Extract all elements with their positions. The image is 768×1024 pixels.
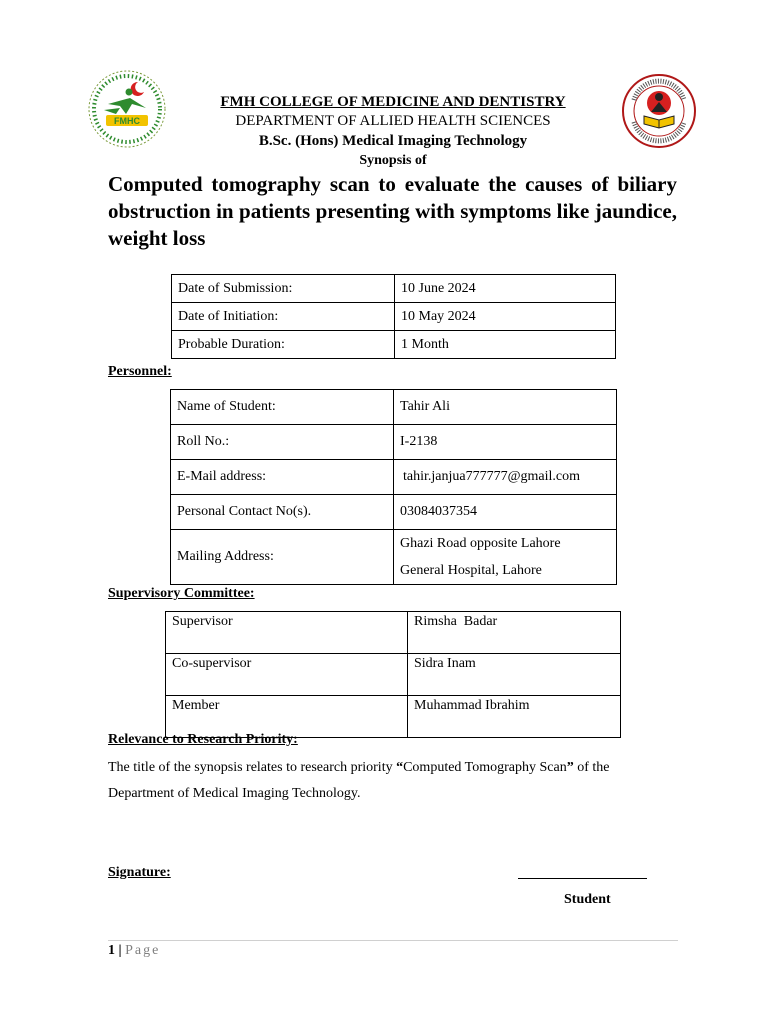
roll-no-label: Roll No.:: [171, 425, 394, 460]
submission-value: 10 June 2024: [395, 275, 616, 303]
initiation-value: 10 May 2024: [395, 303, 616, 331]
relevance-heading: Relevance to Research Priority:: [108, 732, 298, 747]
address-label: Mailing Address:: [171, 530, 394, 585]
signature-line: [518, 878, 647, 879]
dates-table: [171, 274, 616, 359]
table-row: [171, 390, 617, 425]
college-name: FMH COLLEGE OF MEDICINE AND DENTISTRY: [220, 94, 566, 110]
table-row: [171, 460, 617, 495]
table-row: [172, 303, 616, 331]
student-label: Student: [564, 892, 611, 907]
open-quote: “: [396, 760, 404, 775]
email-value: tahir.janjua777777@gmail.com: [394, 460, 617, 495]
contact-value: 03084037354: [394, 495, 617, 530]
table-row: [166, 654, 621, 696]
duration-label: Probable Duration:: [172, 331, 395, 359]
supervisor-label: Supervisor: [166, 612, 408, 654]
address-line-1: Ghazi Road opposite Lahore: [400, 536, 561, 551]
committee-table: [165, 611, 621, 738]
footer-divider: [108, 940, 678, 941]
cosupervisor-label: Co-supervisor: [166, 654, 408, 696]
table-row: [171, 530, 617, 585]
student-name-value: Tahir Ali: [394, 390, 617, 425]
member-value: Muhammad Ibrahim: [408, 696, 621, 738]
table-row: [166, 612, 621, 654]
contact-label: Personal Contact No(s).: [171, 495, 394, 530]
page-number: 1: [108, 943, 115, 958]
table-row: [172, 275, 616, 303]
table-row: [171, 425, 617, 460]
address-line-2: General Hospital, Lahore: [400, 563, 542, 578]
page-footer: [108, 943, 160, 959]
email-label: E-Mail address:: [171, 460, 394, 495]
duration-value: 1 Month: [395, 331, 616, 359]
page-word: Page: [125, 943, 161, 958]
signature-label: Signature:: [108, 865, 171, 880]
initiation-label: Date of Initiation:: [172, 303, 395, 331]
supervisor-value: Rimsha Badar: [408, 612, 621, 654]
relevance-text-before: The title of the synopsis relates to research priority: [108, 760, 397, 775]
page-separator: |: [115, 943, 126, 958]
address-value: [394, 530, 617, 585]
research-priority: Computed Tomography Scan: [403, 760, 567, 775]
program-name: B.Sc. (Hons) Medical Imaging Technology: [258, 133, 528, 149]
cosupervisor-value: Sidra Inam: [408, 654, 621, 696]
committee-heading: Supervisory Committee:: [108, 586, 255, 601]
personnel-heading: Personnel:: [108, 364, 172, 379]
relevance-paragraph: [108, 755, 678, 807]
roll-no-value: I-2138: [394, 425, 617, 460]
student-name-label: Name of Student:: [171, 390, 394, 425]
department-name: DEPARTMENT OF ALLIED HEALTH SCIENCES: [235, 113, 551, 129]
table-row: [171, 495, 617, 530]
relevance-text-after: of the Department of Medical Imaging Technology.: [108, 760, 610, 801]
synopsis-of-label: Synopsis of: [359, 153, 427, 168]
submission-label: Date of Submission:: [172, 275, 395, 303]
table-row: [172, 331, 616, 359]
close-quote: ”: [566, 760, 574, 775]
member-label: Member: [166, 696, 408, 738]
synopsis-title: Computed tomography scan to evaluate the causes of biliary obstruction in patients presenting with symptoms like jaundice, weight loss: [108, 172, 677, 250]
logo-left-text: FMHC: [114, 116, 140, 126]
personnel-table: [170, 389, 617, 585]
